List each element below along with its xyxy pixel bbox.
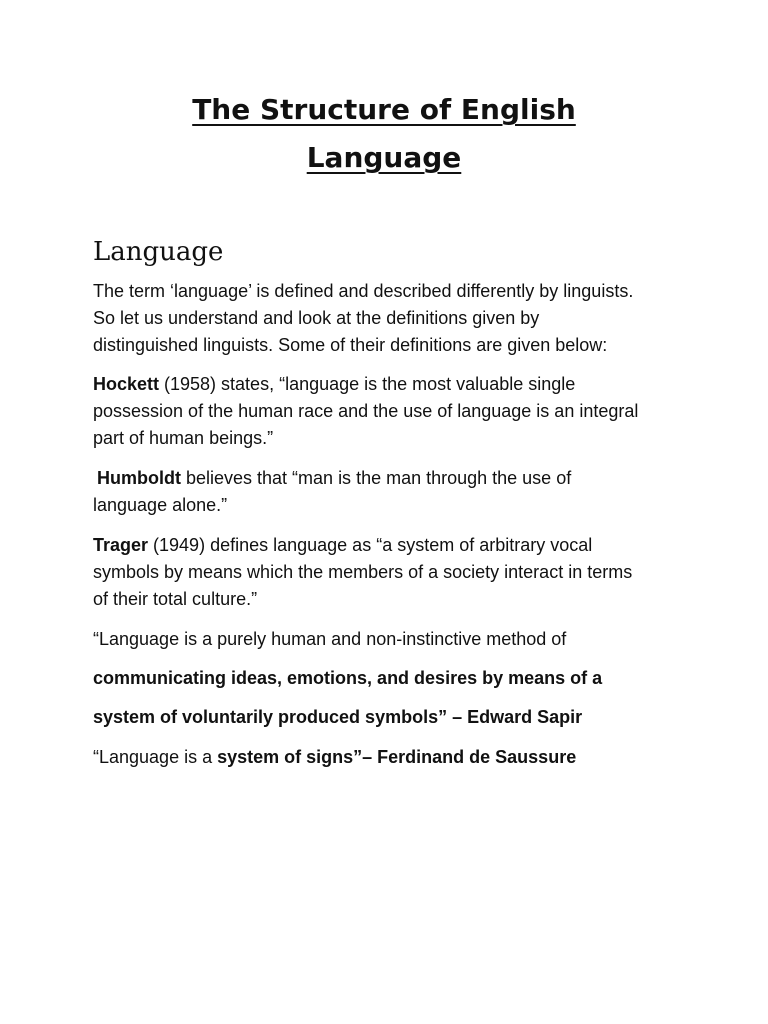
humboldt-line-1 (97, 465, 697, 492)
humboldt-definition (93, 465, 697, 519)
intro-line-1: The term ‘language’ is defined and described differently by linguists. (93, 281, 634, 301)
saussure-definition (93, 744, 693, 771)
trager-line-3: of their total culture.” (93, 589, 258, 609)
intro-line-3: distinguished linguists. Some of their definitions are given below: (93, 335, 608, 355)
hockett-line-1 (93, 371, 693, 398)
humboldt-line-1-text: believes that “man is the man through the use of (180, 468, 572, 488)
intro-line-2: So let us understand and look at the definitions given by (93, 308, 540, 328)
hockett-line-1-text: (1958) states, “language is the most valuable single (159, 374, 576, 394)
sapir-line-1: “Language is a purely human and non-instinctive method of (93, 629, 567, 649)
humboldt-line-2: language alone.” (93, 495, 228, 515)
saussure-prefix: “Language is a (93, 747, 218, 767)
trager-name: Trager (93, 535, 149, 555)
hockett-line-2: possession of the human race and the use of language is an integral (93, 401, 639, 421)
document-title (0, 86, 768, 182)
sapir-line-2: communicating ideas, emotions, and desires by means of a (93, 668, 603, 688)
trager-definition (93, 532, 693, 613)
sapir-line-3-bold: system of voluntarily produced symbols” (93, 707, 448, 727)
sapir-definition-line-1 (93, 626, 693, 653)
sapir-line-3 (93, 704, 693, 731)
title-line-2: Language (306, 141, 462, 174)
hockett-line-3: part of human beings.” (93, 428, 274, 448)
title-line-1: The Structure of English (192, 93, 576, 126)
saussure-bold: system of signs”– Ferdinand de Saussure (217, 747, 577, 767)
trager-line-2: symbols by means which the members of a society interact in terms (93, 562, 633, 582)
trager-line-1-text: (1949) defines language as “a system of arbitrary vocal (148, 535, 593, 555)
humboldt-name: Humboldt (97, 468, 181, 488)
saussure-line (93, 744, 693, 771)
sapir-definition-line-2 (93, 665, 693, 692)
section-heading: Language (93, 237, 224, 267)
hockett-definition (93, 371, 693, 452)
sapir-definition-line-3 (93, 704, 693, 731)
hockett-name: Hockett (93, 374, 160, 394)
sapir-attribution: – Edward Sapir (447, 707, 583, 727)
trager-line-1 (93, 532, 693, 559)
intro-paragraph (93, 278, 693, 359)
